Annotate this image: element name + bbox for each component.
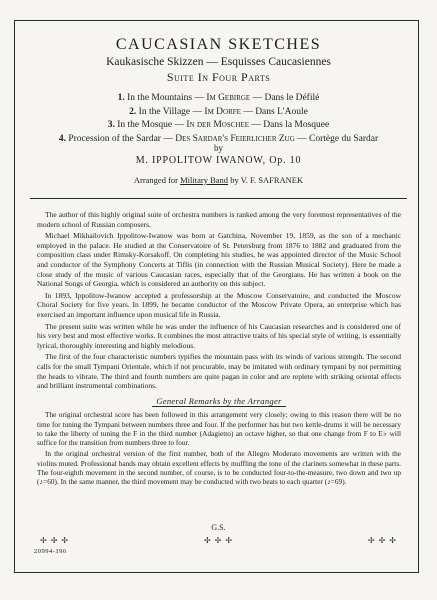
movement-item: 1. In the Mountains — Im Gebirge — Dans le Défilé — [117, 93, 320, 103]
ornament-row — [40, 536, 397, 545]
arranged-prefix: Arranged for — [133, 175, 181, 185]
movement-title-fr: Dans la Mosquee — [263, 120, 330, 130]
movement-item: 2. In the Village — Im Dorfe — Dans L'Aoule — [129, 106, 308, 117]
page-subtitle: Kaukasische Skizzen — Esquisses Caucasiennes — [106, 56, 331, 68]
movement-title-fr: Dans L'Aoule — [255, 106, 308, 117]
divider — [30, 198, 407, 199]
movement-title-de: Des Sardar's Feierlicher Zug — [175, 133, 295, 144]
page-title: CAUCASIAN SKETCHES — [115, 36, 322, 53]
composer-name: M. IPPOLITOW IWANOW, Op. 10 — [135, 155, 302, 166]
body-paragraph: The present suite was written while he was under the influence of his Caucasian researches and is considered one of his very best and most effective works. It combines the most attractive traits of his special style of writing, is essentially lyrical, thoroughly interesting and highly melodious. — [37, 321, 401, 350]
movement-title-de: In der Moschee — [186, 120, 250, 130]
movement-number: 2. — [129, 106, 137, 117]
ornament: ✢ ✢ ✢ — [203, 536, 234, 545]
movement-title-en: In the Mountains — [127, 93, 193, 103]
body-paragraph: The first of the four characteristic numbers typifies the mountain pass with its winds of various strength. The second calls for the small Tympani Orientale, which if not procurable, may be imitated with ordinary tympani by not permitting the heads to vibrate. The third and fourth numbers are quite pagan in color and are replete with striking oriental effects and brilliant instrumental combinations. — [37, 352, 401, 391]
movement-number: 3. — [107, 120, 115, 130]
suite-heading: Suite In Four Parts — [166, 70, 271, 84]
movement-title-fr: Cortège du Sardar — [309, 133, 379, 144]
remarks-section — [37, 410, 401, 486]
body-paragraph: In 1893, Ippolitow-Iwanow accepted a professorship at the Moscow Conservatoire, and conducted the Moscow Choral Society for five years. In 1899, he became conductor of the Moscow Private Opera, an enterprise which has exercised an important influence upon musical life in Russia. — [37, 290, 401, 319]
arranged-by: by V. F. SAFRANEK — [228, 175, 304, 185]
movement-title-de: Im Gebirge — [206, 93, 251, 103]
signature: G.S. — [211, 523, 226, 532]
body-paragraph: The author of this highly original suite of orchestra numbers is ranked among the very foremost representatives of the modern school of Russian composers. — [37, 210, 401, 229]
by-label: by — [214, 143, 223, 153]
movement-item: 4. Procession of the Sardar — Des Sardar's Feierlicher Zug — Cortège du Sardar — [58, 133, 379, 144]
remarks-paragraph: In the original orchestral version of the first number, both of the Allegro Moderato movements are written with the violins muted. Professional bands may obtain excellent effects by muffling the tone of the clarinets somewhat in these parts. The four-eighth movement in the second number, of course, is to be conducted four-to-the-measure, two down and two up (♪=60). In the same manner, the third movement may be conducted with two beats to each quarter (♪=69). — [37, 449, 401, 487]
ornament: ✢ ✢ ✢ — [367, 536, 397, 545]
remarks-heading — [37, 397, 401, 407]
body-paragraph: Michael Mikhailovich Ippolitow-Iwanow was born at Gatchina, November 19, 1859, as the son of a mechanic employed in the palace. He studied at the Conservatoire of St. Petersburg from 1876 to 1882 and graduated from the composition class under Rimsky-Korsakoff. On completing his studies, he was appointed director of the Music School and conductor of the Symphony Concerts at Tiflis (in connection with the Russian Musical Society). Here he made a close study of the music of various Caucasian races, especially that of the Georgians. He has written a book on the National Songs of Georgia, which is considered an authority on this subject. — [37, 231, 401, 289]
movement-title-de: Im Dorfe — [204, 106, 241, 117]
movement-number: 4. — [58, 133, 66, 144]
arranger-credit — [0, 175, 437, 185]
movement-list — [0, 92, 437, 146]
ornament: ✢ ✢ ✢ — [40, 536, 70, 545]
movement-title-en: In the Mosque — [117, 120, 173, 130]
movement-title-fr: Dans le Défilé — [264, 93, 320, 103]
catalog-number: 20994-196 — [34, 548, 67, 555]
movement-item: 3. In the Mosque — In der Moschee — Dans la Mosquee — [107, 120, 330, 130]
main-text — [37, 210, 401, 489]
arranged-for: Military Band — [180, 175, 229, 185]
movement-title-en: Procession of the Sardar — [68, 133, 161, 144]
remarks-paragraph: The original orchestral score has been followed in this arrangement very closely; owing to this reason there will be no time for tuning the Tympani between numbers three and four. If the performer has but two kettle-drums it will be necessary to take the liberty of tuning the F in the third number (Adagietto) an octave higher, so that one change from F to E♭ will suffice for the transition from numbers three to four. — [37, 410, 401, 448]
movement-number: 1. — [117, 93, 125, 103]
remarks-heading-text: General Remarks by the Arranger — [152, 396, 285, 407]
movement-title-en: In the Village — [138, 106, 191, 117]
